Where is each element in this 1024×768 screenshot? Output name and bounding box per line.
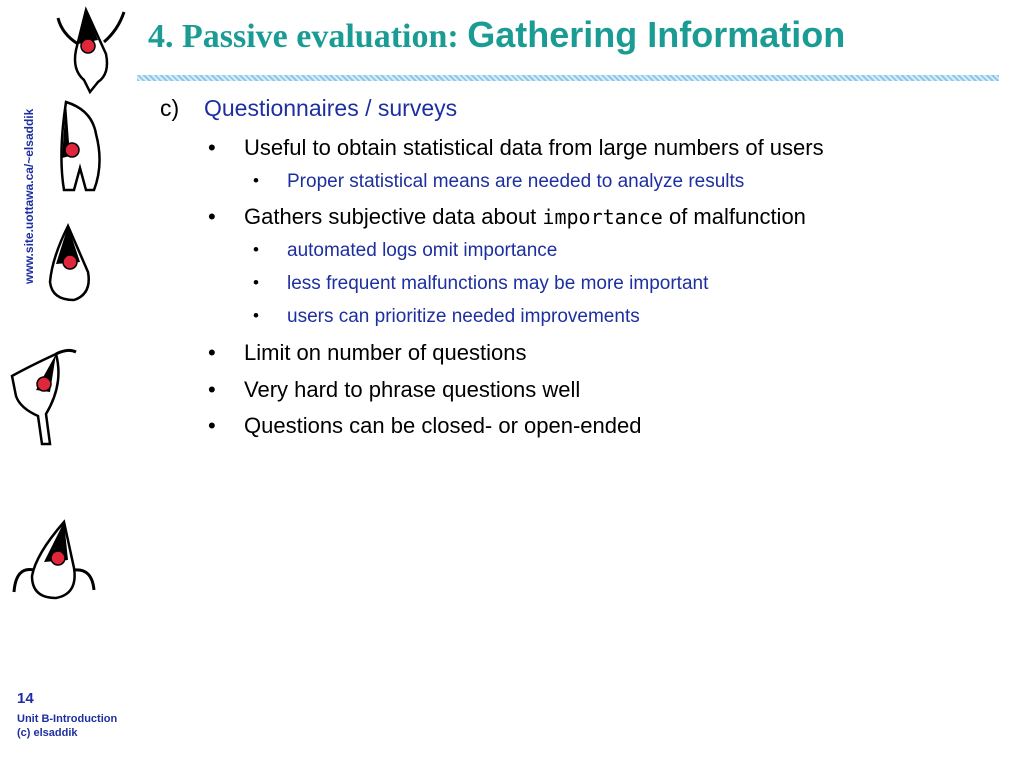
sub-bullet-text: automated logs omit importance bbox=[287, 240, 558, 261]
sub-bullet-text: users can prioritize needed improvements bbox=[287, 306, 640, 327]
bullet-icon: • bbox=[253, 273, 259, 292]
footer-copyright: (c) elsaddik bbox=[17, 727, 78, 739]
duke-mascot-icon bbox=[6, 344, 80, 448]
bullet-icon: • bbox=[208, 413, 216, 438]
slide-title-main: Gathering Information bbox=[467, 14, 846, 55]
bullet-icon: • bbox=[253, 240, 259, 259]
sub-bullet-text: less frequent malfunctions may be more important bbox=[287, 273, 709, 294]
bullet-text-part: Gathers subjective data about bbox=[244, 204, 543, 229]
bullet-icon: • bbox=[208, 340, 216, 365]
duke-mascot-icon bbox=[44, 222, 100, 306]
sub-bullet-text: Proper statistical means are needed to analyze results bbox=[287, 171, 745, 192]
title-divider bbox=[137, 75, 999, 81]
section-marker: c) bbox=[160, 95, 180, 121]
duke-mascot-icon bbox=[48, 4, 132, 96]
duke-mascot-icon bbox=[8, 518, 100, 604]
bullet-text: Very hard to phrase questions well bbox=[244, 377, 581, 402]
bullet-icon: • bbox=[208, 135, 216, 160]
bullet-text: Limit on number of questions bbox=[244, 340, 527, 365]
bullet-icon: • bbox=[208, 204, 216, 229]
section-heading-text: Questionnaires / surveys bbox=[204, 95, 458, 121]
footer-unit: Unit B-Introduction bbox=[17, 713, 118, 725]
slide-title bbox=[148, 14, 845, 56]
section-heading bbox=[160, 95, 457, 122]
bullet-text: Useful to obtain statistical data from large numbers of users bbox=[244, 135, 824, 160]
bullet-text bbox=[244, 204, 806, 230]
bullet-text-part: of malfunction bbox=[662, 204, 806, 229]
side-url-label: www.site.uottawa.ca/~elsaddik bbox=[22, 108, 36, 284]
bullet-icon: • bbox=[253, 306, 259, 325]
footer-credits bbox=[17, 712, 117, 740]
bullet-text: Questions can be closed- or open-ended bbox=[244, 413, 642, 438]
duke-mascot-icon bbox=[52, 98, 112, 194]
slide-number: 14 bbox=[17, 690, 34, 707]
slide-title-prefix: 4. Passive evaluation: bbox=[148, 18, 468, 55]
bullet-icon: • bbox=[208, 377, 216, 402]
emphasis-term: importance bbox=[542, 205, 663, 229]
bullet-icon: • bbox=[253, 171, 259, 190]
